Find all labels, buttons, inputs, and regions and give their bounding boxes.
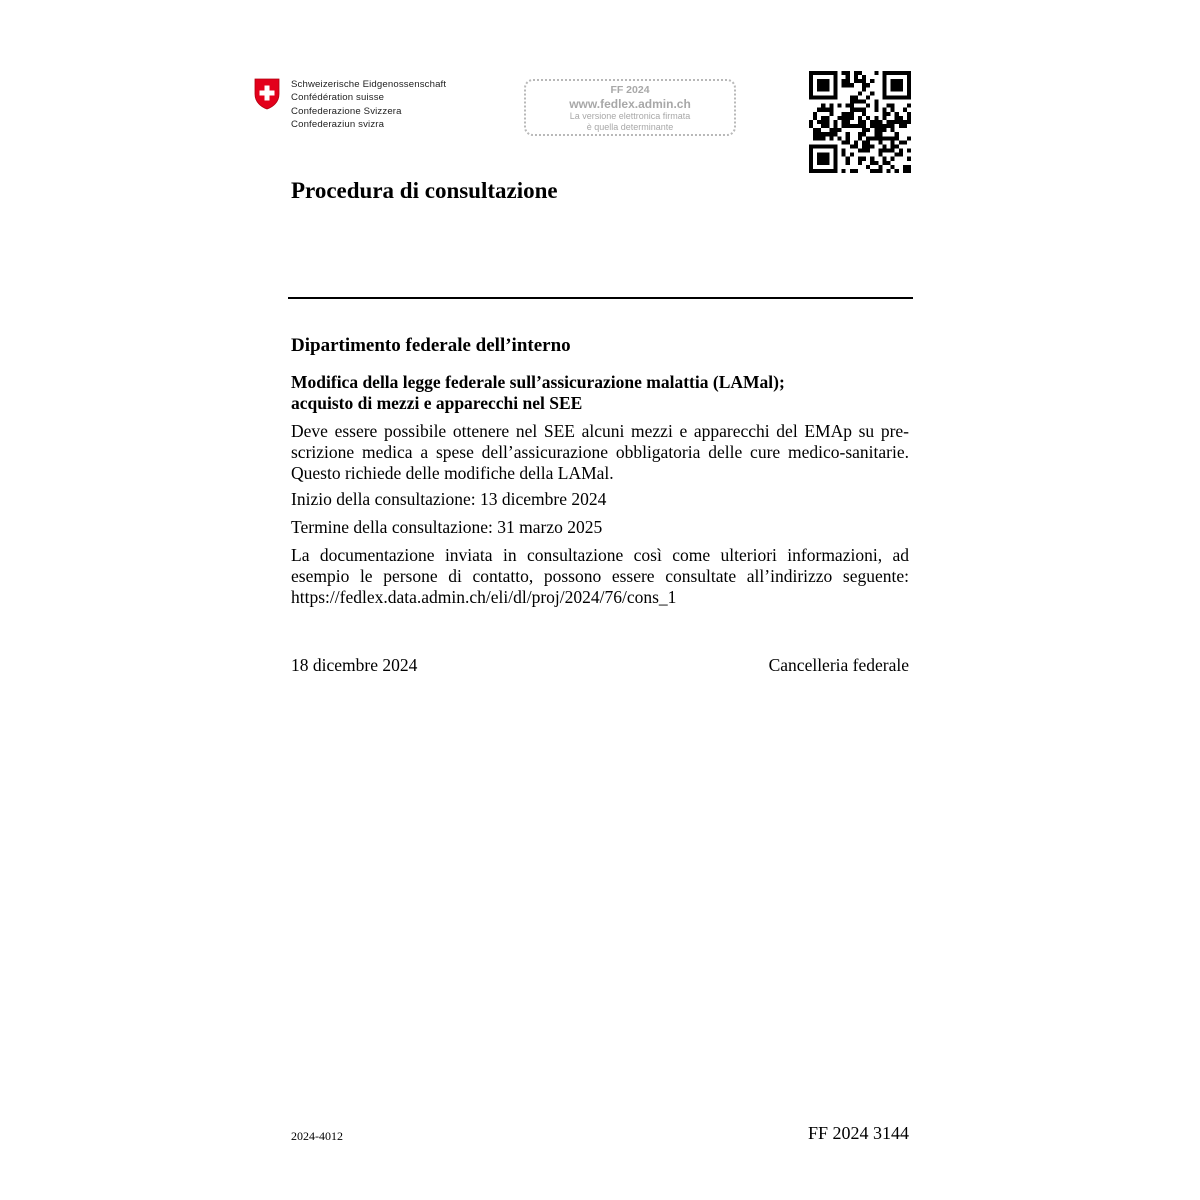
department-heading: Dipartimento federale dell’interno: [291, 335, 571, 356]
consultation-end: [291, 517, 909, 538]
start-text: Inizio della consultazione: 13 dicembre 2024: [291, 489, 607, 509]
description-paragraph: [291, 421, 909, 484]
subject-line-1: Modifica della legge federale sull’assicurazione malattia (LAMal);: [291, 372, 785, 392]
page-reference: FF 2024 3144: [807, 1123, 909, 1143]
info-line-1: La documentazione inviata in consultazione così come ulteriori informazioni, ad: [291, 545, 909, 565]
qr-code-icon: [809, 71, 911, 173]
swiss-cross-icon: [253, 78, 281, 110]
confederation-fr: Confédération suisse: [291, 92, 385, 104]
stamp-reference: FF 2024: [610, 84, 650, 96]
info-line-2: esempio le persone di contatto, possono essere consultate all’indirizzo seguente:: [291, 566, 909, 586]
subject-line-2: acquisto di mezzi e apparecchi nel SEE: [291, 393, 583, 413]
stamp-note-1: La versione elettronica firmata: [569, 111, 691, 121]
description-line-1: Deve essere possibile ottenere nel SEE alcuni mezzi e apparecchi del EMAp su pre-: [291, 421, 909, 441]
document-number: 2024-4012: [291, 1129, 343, 1143]
info-paragraph: [291, 545, 909, 608]
end-text: Termine della consultazione: 31 marzo 2025: [291, 517, 603, 537]
stamp-note-2: è quella determinante: [586, 122, 674, 132]
confederation-rm: Confederaziun svizra: [291, 118, 385, 130]
confederation-de: Schweizerische Eidgenossenschaft: [291, 79, 447, 90]
consultation-link[interactable]: https://fedlex.data.admin.ch/eli/dl/proj/2024/76/cons_1: [291, 587, 677, 607]
page-title: Procedura di consultazione: [291, 178, 558, 203]
issuer: Cancelleria federale: [768, 655, 909, 675]
subject-heading: [291, 372, 911, 414]
stamp-website: www.fedlex.admin.ch: [569, 97, 691, 111]
publication-date: 18 dicembre 2024: [291, 655, 418, 675]
confederation-it: Confederazione Svizzera: [291, 105, 402, 117]
consultation-start: [291, 489, 909, 510]
signature-row: [291, 655, 909, 676]
description-line-2: scrizione medica a spese dell’assicurazione obbligatoria delle cure medico-sanitarie.: [291, 442, 909, 462]
confederation-names: [291, 78, 446, 131]
description-line-3: Questo richiede delle modifiche della LAMal.: [291, 463, 614, 483]
title-divider: [288, 297, 913, 299]
publication-stamp: [524, 79, 736, 136]
